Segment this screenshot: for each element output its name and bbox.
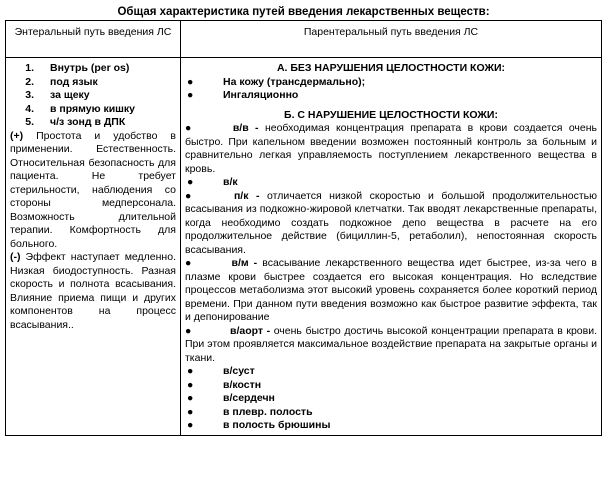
list-item: 5. ч/з зонд в ДПК [25, 116, 126, 128]
route-intra-aortic: ● в/аорт - очень быстро достичь высокой концентрации препарата в крови. При этом проявляется максимальное воздействие препарата на закрытые органы и ткани. [185, 324, 597, 364]
parenteral-cell [181, 58, 602, 436]
route-intradermal: ● в/к [187, 176, 238, 188]
routes-table [5, 20, 602, 436]
list-item: 3. за щеку [25, 89, 90, 101]
route-subcutaneous: ● п/к - отличается низкой скоростью и большой продолжительностью всасывания из подкожно-жировой клетчатки. Так вводят лекарственные препараты, когда необходимо создать подкожное депо вещества в расчете на его продолжительное действие (бициллин-5, ретаболил), непостоянная скорость всасывания. [185, 189, 598, 256]
list-item: ● в/сердечн [187, 392, 275, 404]
enteral-advantages: (+) Простота и удобство в применении. Естественность. Относительная безопасность для пациента. Не требует стерильности, наблюдения со стороны медперсонала. Возможность длительной терапии. Комфортность для больного. [10, 129, 176, 250]
list-item: ● Ингаляционно [187, 89, 299, 101]
list-item: 4. в прямую кишку [25, 102, 136, 115]
list-item: ● На кожу (трансдермально); [187, 75, 366, 88]
header-row [6, 21, 602, 58]
section-b-heading: Б. С НАРУШЕНИЕ ЦЕЛОСТНОСТИ КОЖИ: [284, 108, 498, 121]
enteral-routes-list [10, 62, 176, 130]
enteral-header: Энтеральный путь введения ЛС [6, 21, 181, 58]
list-item: ● в полость брюшины [187, 419, 331, 431]
list-item: 2. под язык [25, 75, 98, 88]
content-row [6, 58, 602, 436]
route-intravenous: ● в/в - необходимая концентрация препарата в крови создается очень быстро. При капельном введении возможен постоянный контроль за больным и сравнительно легкая управляемость поступлением лекарственного вещества в кровь. [185, 122, 598, 175]
parenteral-header: Парентеральный путь введения ЛС [181, 21, 602, 58]
page-title: Общая характеристика путей введения лекарственных веществ: [117, 6, 490, 18]
list-item: ● в/костн [187, 378, 262, 391]
route-intramuscular: ● в/м - всасывание лекарственного вещества идет быстрее, из-за чего в плазме крови быстрее создается его высокая концентрация. Но вследствие процессов метаболизма этот высокий уровень сохраняется более короткий период времени. При данном пути введения возможно как быстрое развитие эффекта, так и депонирование [185, 257, 598, 323]
section-a-heading: А. БЕЗ НАРУШЕНИЯ ЦЕЛОСТНОСТИ КОЖИ: [276, 62, 506, 74]
list-item: ● в плевр. полость [187, 405, 313, 418]
enteral-cell [6, 58, 181, 436]
list-item: 1. Внутрь (per os) [25, 62, 130, 74]
enteral-disadvantages: (-) Эффект наступает медленно. Низкая биодоступность. Разная скорость и полнота всасывания. Влияние приема пищи и других компонентов на процесс всасывания.. [10, 251, 176, 331]
list-item: ● в/суст [187, 365, 255, 377]
